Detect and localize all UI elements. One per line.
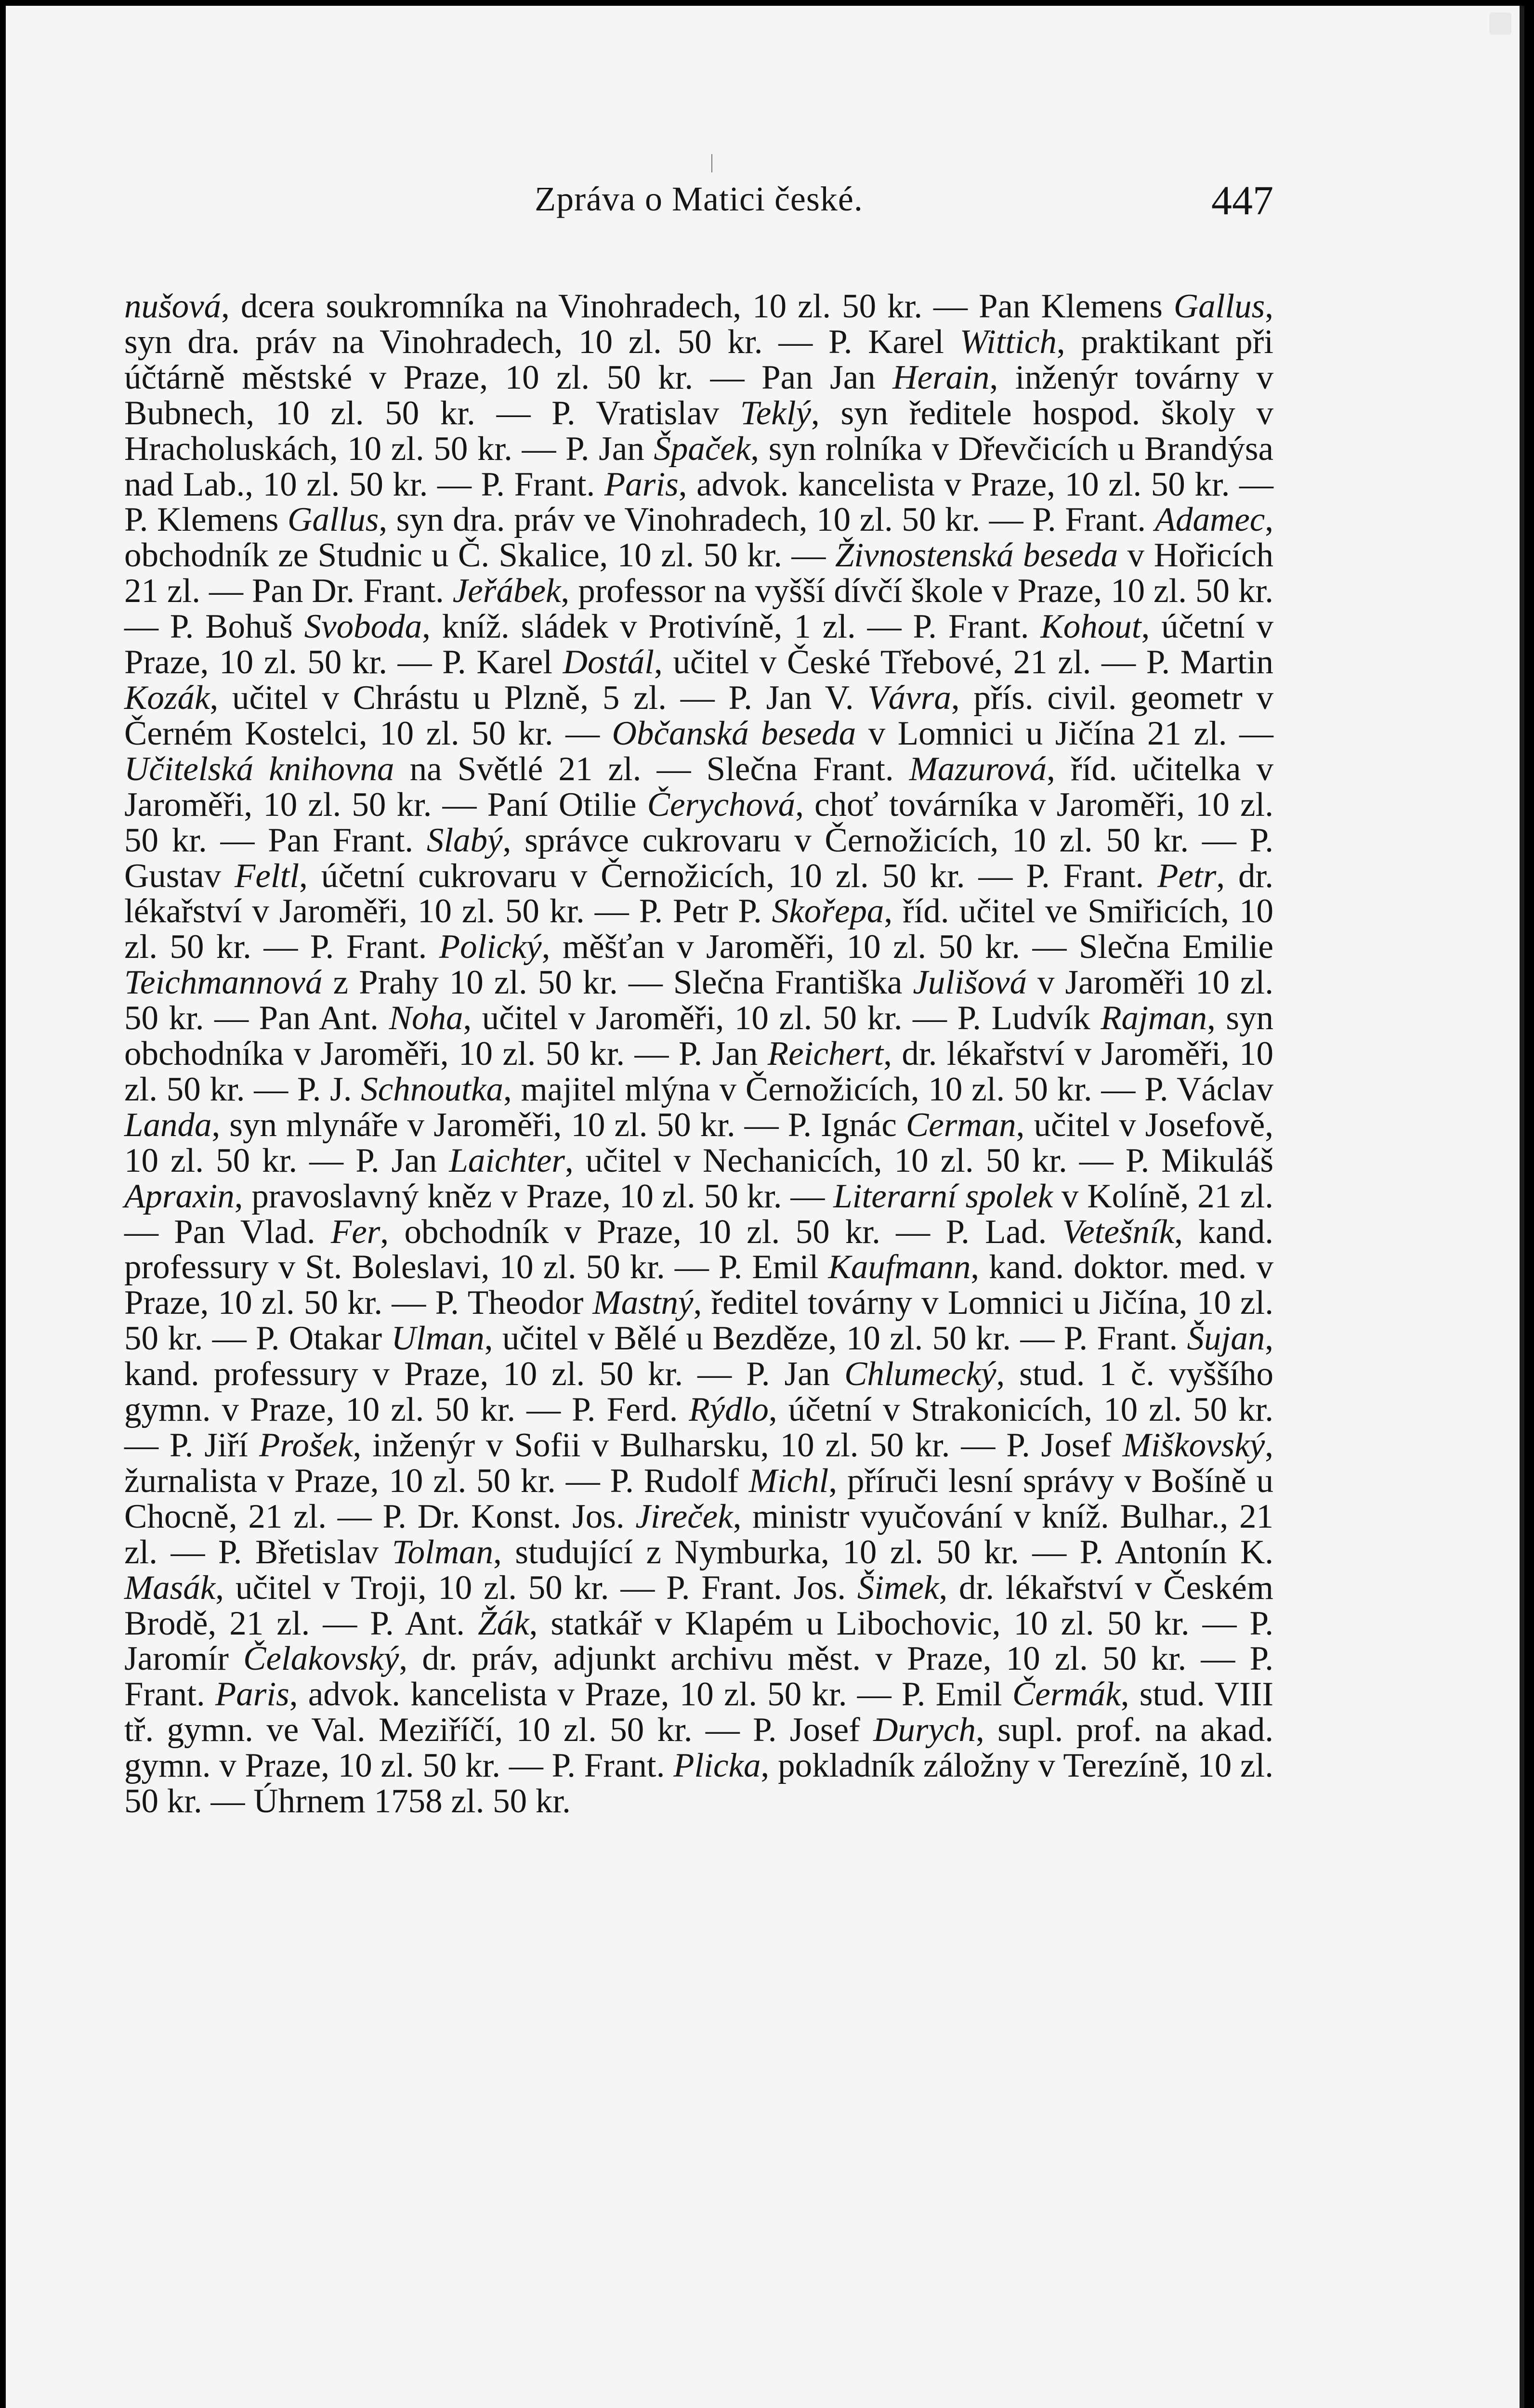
donor-details: , syn dra. práv ve Vinohradech, 10 zl. 50 kr. — P. Frant.: [379, 501, 1155, 539]
donor-details: , dr. lékařství v Jaroměři, 10 zl. 50 kr. — P. Petr P.: [124, 857, 1273, 930]
donor-details: , kand. professury v Praze, 10 zl. 50 kr. — P. Jan: [124, 1320, 1273, 1393]
donor-details: z Prahy 10 zl. 50 kr. — Slečna Františka: [322, 964, 913, 1002]
donor-details: , obchodník v Praze, 10 zl. 50 kr. — P. Lad.: [380, 1213, 1062, 1251]
donor-details: , stud. 1 č. vyššího gymn. v Praze, 10 zl. 50 kr. — P. Ferd.: [124, 1355, 1273, 1429]
donor-name: Dostál: [563, 643, 655, 681]
donor-details: , syn rolníka v Dřevčicích u Brandýsa nad Lab., 10 zl. 50 kr. — P. Frant.: [124, 430, 1273, 503]
donor-name: Šujan: [1187, 1320, 1265, 1358]
donor-details: , učitel v Jaroměři, 10 zl. 50 kr. — P. Ludvík: [463, 999, 1101, 1037]
donor-name: Durych: [873, 1711, 976, 1749]
donor-name: Reichert: [767, 1035, 884, 1073]
donor-details: , měšťan v Jaroměři, 10 zl. 50 kr. — Slečna Emilie: [541, 928, 1274, 966]
donor-name: Masák: [124, 1569, 216, 1607]
donor-name: Kozák: [124, 679, 210, 717]
donor-details: , učitel v Josefově, 10 zl. 50 kr. — P. Jan: [124, 1106, 1273, 1179]
donor-name: Paris: [215, 1675, 289, 1714]
donor-name: Jireček: [635, 1497, 733, 1535]
donor-name: Cerman: [905, 1106, 1016, 1144]
donor-details: na Světlé 21 zl. — Slečna Frant.: [394, 750, 909, 788]
donor-name: Chlumecký: [844, 1355, 996, 1393]
donor-name: Čermák: [1012, 1675, 1121, 1714]
donor-details: v Kolíně, 21 zl. — Pan Vlad.: [124, 1177, 1273, 1251]
donor-details: , příruči lesní správy v Bošíně u Chocně, 21 zl. — P. Dr. Konst. Jos.: [124, 1462, 1273, 1535]
donor-details: , učitel v Chrástu u Plzně, 5 zl. — P. Jan V.: [210, 679, 868, 717]
donor-details: , učitel v České Třebové, 21 zl. — P. Martin: [654, 643, 1273, 681]
scan-corner-mark: [1489, 13, 1511, 35]
donor-name: Učitelská knihovna: [124, 750, 394, 788]
donor-name: Gallus: [1173, 288, 1265, 325]
donor-name: Kaufmann: [828, 1248, 971, 1286]
donor-list-paragraph: [124, 289, 1273, 1819]
donor-name: Jeřábek: [452, 572, 561, 610]
donor-details: , kand. professury v St. Boleslavi, 10 zl. 50 kr. — P. Emil: [124, 1213, 1274, 1286]
donor-details: , pokladník záložny v Terezíně, 10 zl. 50 kr. — Úhrnem 1758 zl. 50 kr.: [124, 1747, 1273, 1820]
donor-details: , supl. prof. na akad. gymn. v Praze, 10 zl. 50 kr. — P. Frant.: [124, 1711, 1274, 1785]
donor-details: , dr. lékařství v Českém Brodě, 21 zl. — P. Ant.: [124, 1569, 1273, 1642]
donor-name: Plicka: [673, 1747, 761, 1785]
donor-name: Miškovský: [1122, 1426, 1265, 1464]
donor-name: Michl: [748, 1462, 829, 1500]
donor-name: Rajman: [1101, 999, 1207, 1037]
donor-details: , účetní v Strakonicích, 10 zl. 50 kr. — P. Jiří: [124, 1391, 1273, 1464]
donor-details: v Lomnici u Jičína 21 zl. —: [856, 714, 1273, 752]
donor-details: , správce cukrovaru v Černožicích, 10 zl. 50 kr. — P. Gustav: [124, 821, 1273, 895]
donor-details: , ředitel továrny v Lomnici u Jičína, 10 zl. 50 kr. — P. Otakar: [124, 1284, 1273, 1358]
donor-name: Landa: [124, 1106, 212, 1144]
donor-name: Kohout: [1040, 608, 1141, 646]
donor-name: Teichmannová: [124, 964, 323, 1002]
donor-name: Slabý: [426, 821, 503, 859]
donor-details: , syn mlynáře v Jaroměři, 10 zl. 50 kr. — P. Ignác: [211, 1106, 906, 1144]
donor-details: , ministr vyučování v kníž. Bulhar., 21 zl. — P. Břetislav: [124, 1497, 1273, 1571]
donor-name: nušová: [124, 288, 222, 325]
donor-details: , dr. práv, adjunkt archivu měst. v Praze, 10 zl. 50 kr. — P. Frant.: [124, 1640, 1273, 1714]
donor-details: , stud. VIII tř. gymn. ve Val. Meziříčí, 10 zl. 50 kr. — P. Josef: [124, 1675, 1273, 1749]
donor-details: , účetní v Praze, 10 zl. 50 kr. — P. Karel: [124, 608, 1274, 681]
donor-details: , majitel mlýna v Černožicích, 10 zl. 50 kr. — P. Václav: [503, 1070, 1273, 1108]
donor-details: , advok. kancelista v Praze, 10 zl. 50 kr. — P. Klemens: [124, 465, 1273, 539]
donor-details: , praktikant při účtárně městské v Praze, 10 zl. 50 kr. — Pan Jan: [124, 323, 1273, 396]
donor-name: Literarní spolek: [833, 1177, 1053, 1215]
donor-name: Skořepa: [772, 892, 884, 930]
donor-name: Apraxin: [124, 1177, 235, 1215]
donor-details: , syn obchodníka v Jaroměři, 10 zl. 50 kr. — P. Jan: [124, 999, 1274, 1073]
donor-name: Petr: [1157, 857, 1217, 895]
donor-name: Prošek: [259, 1426, 353, 1464]
donor-name: Herain: [892, 358, 990, 396]
donor-details: , dr. lékařství v Jaroměři, 10 zl. 50 kr. — P. J.: [124, 1035, 1273, 1108]
donor-name: Noha: [389, 999, 463, 1037]
page-number: 447: [1211, 177, 1273, 223]
donor-details: , účetní cukrovaru v Černožicích, 10 zl. 50 kr. — P. Frant.: [299, 857, 1158, 895]
page-header: [124, 179, 1273, 232]
donor-name: Gallus: [288, 501, 379, 539]
donor-name: Schnoutka: [361, 1070, 503, 1108]
donor-name: Ulman: [391, 1320, 485, 1358]
donor-details: , kand. doktor. med. v Praze, 10 zl. 50 kr. — P. Theodor: [124, 1248, 1273, 1322]
donor-details: v Hořicích 21 zl. — Pan Dr. Frant.: [124, 537, 1273, 610]
donor-details: v Jaroměři 10 zl. 50 kr. — Pan Ant.: [124, 964, 1273, 1037]
donor-name: Feltl: [235, 857, 300, 895]
donor-name: Adamec: [1154, 501, 1265, 539]
donor-name: Paris: [604, 465, 679, 503]
donor-details: , inženýr továrny v Bubnech, 10 zl. 50 kr. — P. Vratislav: [124, 358, 1273, 432]
donor-details: , kníž. sládek v Protivíně, 1 zl. — P. Frant.: [422, 608, 1041, 646]
donor-details: , žurnalista v Praze, 10 zl. 50 kr. — P. Rudolf: [124, 1426, 1273, 1500]
donor-name: Žák: [478, 1604, 529, 1642]
donor-details: , přís. civil. geometr v Černém Kostelci, 10 zl. 50 kr. —: [124, 679, 1273, 752]
donor-name: Julišová: [913, 964, 1027, 1002]
donor-name: Tolman: [392, 1533, 494, 1571]
donor-name: Mazurová: [909, 750, 1047, 788]
donor-name: Teklý: [740, 394, 812, 432]
donor-name: Živnostenská beseda: [835, 537, 1118, 575]
donor-name: Vetešník: [1062, 1213, 1175, 1251]
donor-details: , dcera soukromníka na Vinohradech, 10 zl. 50 kr. — Pan Klemens: [221, 288, 1174, 325]
donor-name: Mastný: [592, 1284, 694, 1322]
donor-details: , inženýr v Sofii v Bulharsku, 10 zl. 50 kr. — P. Josef: [353, 1426, 1123, 1464]
donor-name: Fer: [330, 1213, 380, 1251]
donor-name: Občanská beseda: [612, 714, 856, 752]
running-head: Zpráva o Matici české.: [535, 180, 863, 218]
donor-details: , obchodník ze Studnic u Č. Skalice, 10 zl. 50 kr. —: [124, 501, 1274, 575]
donor-name: Svoboda: [304, 608, 422, 646]
donor-name: Rýdlo: [689, 1391, 769, 1429]
donor-name: Čerychová: [647, 785, 796, 824]
donor-details: , syn ředitele hospod. školy v Hracholuskách, 10 zl. 50 kr. — P. Jan: [124, 394, 1274, 468]
scan-tick-mark: [711, 154, 712, 172]
donor-details: , studující z Nymburka, 10 zl. 50 kr. — P. Antonín K.: [493, 1533, 1273, 1571]
donor-details: , syn dra. práv na Vinohradech, 10 zl. 50 kr. — P. Karel: [124, 288, 1273, 361]
donor-details: , advok. kancelista v Praze, 10 zl. 50 kr. — P. Emil: [289, 1675, 1012, 1714]
donor-details: , učitel v Nechanicích, 10 zl. 50 kr. — P. Mikuláš: [564, 1141, 1273, 1179]
donor-name: Polický: [439, 928, 542, 966]
donor-name: Čelakovský: [243, 1640, 399, 1678]
donor-name: Špaček: [654, 430, 751, 468]
donor-details: , říd. učitel ve Smiřicích, 10 zl. 50 kr. — P. Frant.: [124, 892, 1273, 966]
donor-details: , statkář v Klapém u Libochovic, 10 zl. 50 kr. — P. Jaromír: [124, 1604, 1274, 1678]
donor-details: , říd. učitelka v Jaroměři, 10 zl. 50 kr. — Paní Otilie: [124, 750, 1274, 824]
donor-details: , učitel v Troji, 10 zl. 50 kr. — P. Frant. Jos.: [215, 1569, 857, 1607]
donor-name: Wittich: [959, 323, 1057, 361]
donor-name: Laichter: [449, 1141, 565, 1179]
donor-details: , professor na vyšší dívčí škole v Praze, 10 zl. 50 kr. — P. Bohuš: [124, 572, 1273, 646]
donor-name: Vávra: [867, 679, 951, 717]
donor-details: , pravoslavný kněz v Praze, 10 zl. 50 kr. —: [234, 1177, 834, 1215]
donor-name: Šimek: [857, 1569, 939, 1607]
donor-details: , choť továrníka v Jaroměři, 10 zl. 50 kr. — Pan Frant.: [124, 785, 1273, 859]
donor-details: , učitel v Bělé u Bezděze, 10 zl. 50 kr. — P. Frant.: [484, 1320, 1187, 1358]
